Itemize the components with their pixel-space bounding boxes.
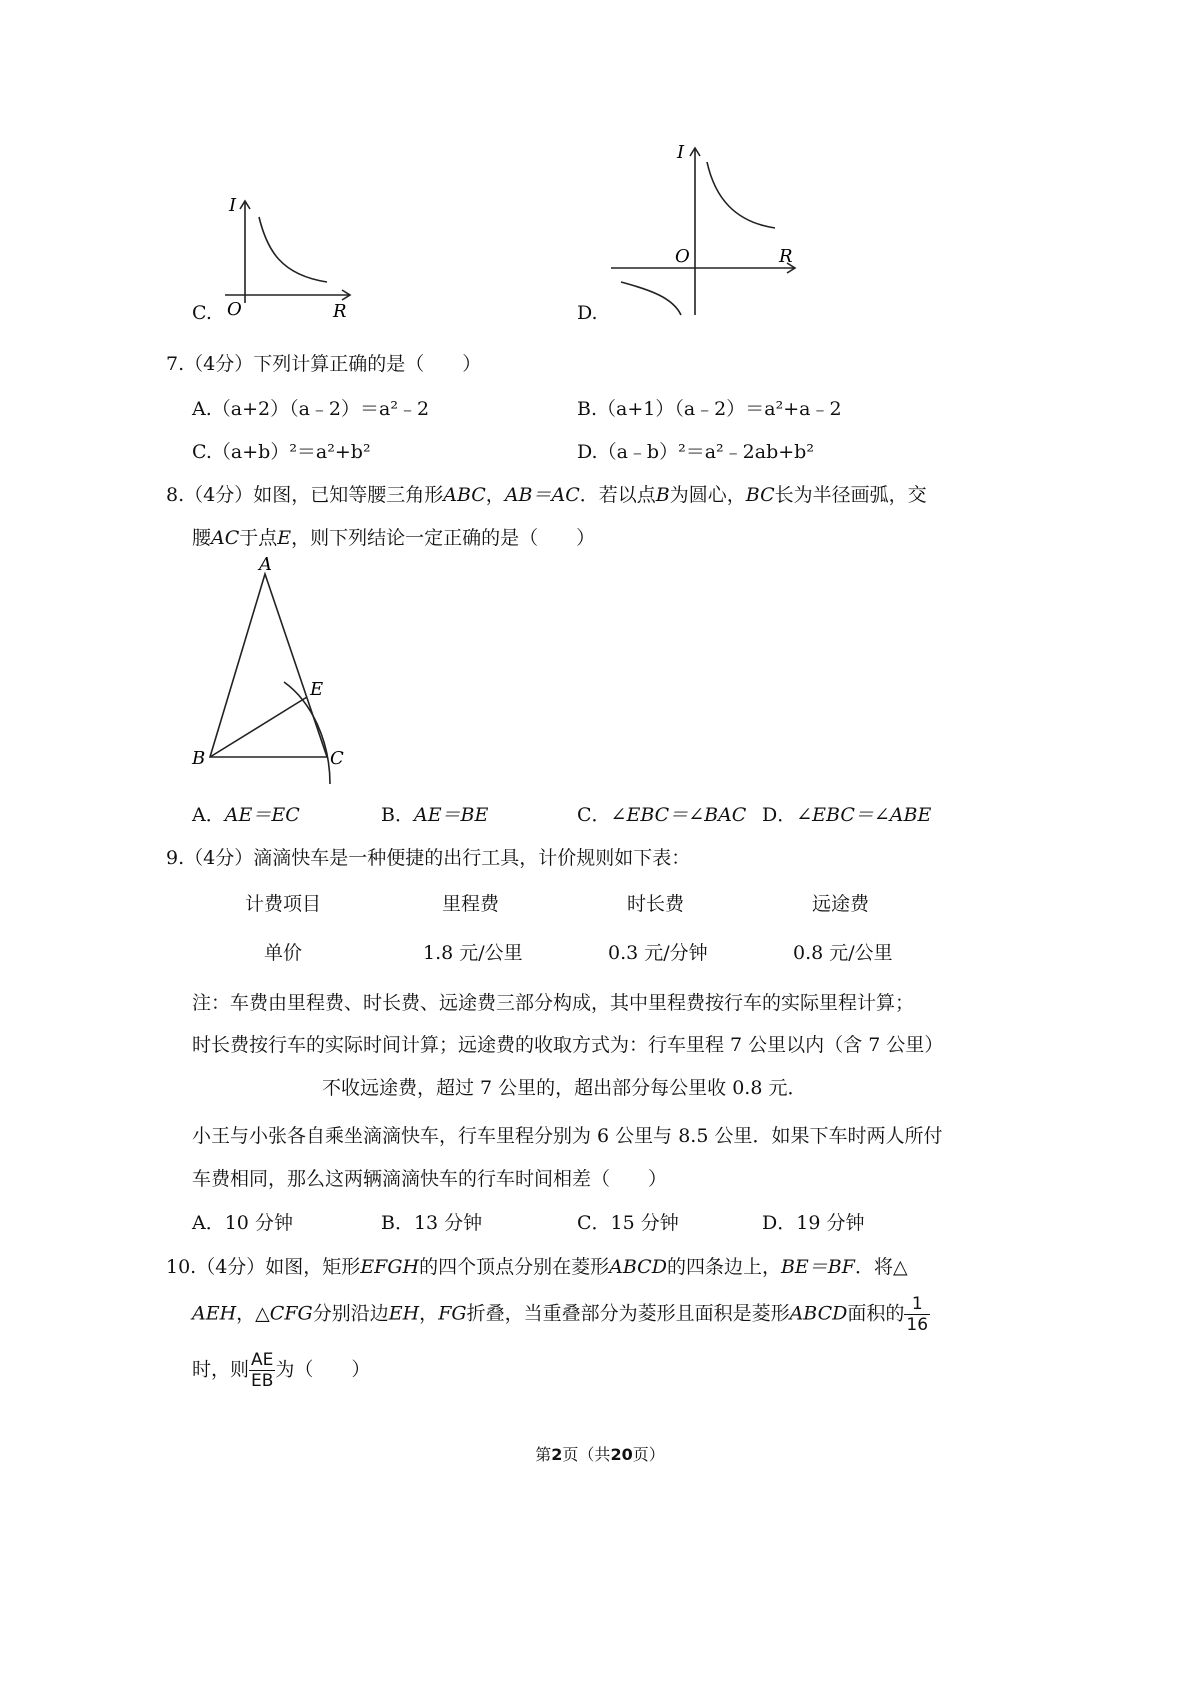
q9-table-cell-1: 单价 bbox=[264, 942, 303, 964]
q7-option-b-label: B. bbox=[577, 398, 598, 420]
fraction-denominator: 16 bbox=[906, 1315, 929, 1335]
q7-option-c-expr: （a+b）²＝a²+b² bbox=[211, 441, 371, 463]
footer-text: 第 bbox=[535, 1445, 552, 1464]
q7-option-a-label: A. bbox=[192, 398, 212, 420]
q8-option-b-text: AE＝BE bbox=[413, 804, 489, 826]
q8-math: AB＝AC bbox=[504, 484, 580, 506]
footer-text: 页） bbox=[632, 1445, 665, 1464]
q9-table-header-1: 计费项目 bbox=[245, 893, 322, 915]
q8-text: 长为半径画弧，交 bbox=[774, 484, 927, 506]
q10-math: BE＝BF bbox=[780, 1256, 855, 1278]
q10-text: ， bbox=[419, 1302, 439, 1325]
q7-option-b bbox=[577, 394, 842, 421]
graph-c-y-label: I bbox=[229, 195, 237, 216]
q10-text: 折叠，当重叠部分为菱形且面积是菱形 bbox=[466, 1302, 790, 1325]
q8-text: ， bbox=[485, 484, 505, 506]
q10-stem-line-3 bbox=[192, 1350, 370, 1391]
fraction-numerator: 1 bbox=[904, 1294, 930, 1315]
q10-text: 时，则 bbox=[192, 1358, 250, 1381]
q8-option-d-text: ∠EBC＝∠ABE bbox=[796, 804, 932, 826]
q8-option-c-label: C． bbox=[577, 804, 611, 826]
q9-option-c: C．15 分钟 bbox=[577, 1212, 679, 1234]
q7-option-d-label: D. bbox=[577, 441, 598, 463]
page-footer bbox=[0, 1442, 1200, 1465]
q7-option-a bbox=[192, 394, 429, 421]
q8-option-d-label: D． bbox=[762, 804, 797, 826]
q7-stem: 7.（4分）下列计算正确的是（ ） bbox=[166, 353, 482, 375]
q8-option-c-text: ∠EBC＝∠BAC bbox=[610, 804, 747, 826]
q8-option-b-label: B． bbox=[381, 804, 414, 826]
q9-stem: 9.（4分）滴滴快车是一种便捷的出行工具，计价规则如下表： bbox=[166, 847, 691, 869]
q8-stem-line-1 bbox=[166, 480, 927, 507]
graph-d-x-label: R bbox=[779, 246, 793, 267]
q8-math: AC bbox=[211, 527, 240, 549]
q9-table-cell-4: 0.8 元/公里 bbox=[793, 942, 893, 964]
graph-c-curve bbox=[259, 217, 327, 282]
q9-table-header-3: 时长费 bbox=[627, 893, 685, 915]
q9-body-line-1: 小王与小张各自乘坐滴滴快车，行车里程分别为 6 公里与 8.5 公里．如果下车时两人所付 bbox=[192, 1125, 943, 1147]
q10-text: ，△ bbox=[236, 1302, 270, 1325]
graph-c-origin-label: O bbox=[227, 299, 242, 320]
q8-text: 腰 bbox=[192, 527, 212, 549]
fraction-denominator: EB bbox=[251, 1371, 274, 1391]
q10-text: 的四条边上， bbox=[666, 1256, 781, 1278]
q8-option-a bbox=[192, 800, 300, 827]
q9-option-b: B．13 分钟 bbox=[381, 1212, 483, 1234]
option-d-label: D. bbox=[577, 302, 598, 324]
q8-math: ABC bbox=[443, 484, 486, 506]
q7-option-d bbox=[577, 437, 814, 464]
q8-math: E bbox=[277, 527, 292, 549]
total-pages: 20 bbox=[610, 1445, 633, 1464]
label-a: A bbox=[259, 554, 272, 575]
q9-option-a: A．10 分钟 bbox=[192, 1212, 293, 1234]
page-number: 2 bbox=[551, 1445, 563, 1464]
q10-math: ABCD bbox=[789, 1302, 848, 1325]
q7-option-b-expr: （a+1）（a﹣2）＝a²+a﹣2 bbox=[597, 398, 842, 420]
q8-option-a-label: A． bbox=[192, 804, 225, 826]
q8-math: BC bbox=[745, 484, 775, 506]
q9-body-line-2: 车费相同，那么这两辆滴滴快车的行车时间相差（ ） bbox=[192, 1168, 668, 1190]
q10-stem-line-2 bbox=[192, 1294, 930, 1335]
q9-table-cell-3: 0.3 元/分钟 bbox=[608, 942, 708, 964]
graph-d bbox=[607, 140, 807, 320]
q10-math: EH bbox=[388, 1302, 420, 1325]
q8-option-d bbox=[762, 800, 931, 827]
q7-option-d-expr: （a﹣b）²＝a²﹣2ab+b² bbox=[597, 441, 814, 463]
q9-note-line-2: 时长费按行车的实际时间计算；远途费的收取方式为：行车里程 7 公里以内（含 7 公里） bbox=[192, 1034, 944, 1056]
q7-option-c-label: C. bbox=[192, 441, 212, 463]
q8-text: ．若以点 bbox=[579, 484, 656, 506]
footer-text: 页（共 bbox=[562, 1445, 611, 1464]
label-b: B bbox=[192, 748, 206, 769]
q9-table-header-2: 里程费 bbox=[442, 893, 500, 915]
q8-triangle-figure bbox=[180, 552, 360, 792]
q8-text: 8.（4分）如图，已知等腰三角形 bbox=[166, 484, 444, 506]
q9-note-line-1: 注：车费由里程费、时长费、远途费三部分构成，其中里程费按行车的实际里程计算； bbox=[192, 992, 915, 1014]
q10-math: AEH bbox=[192, 1302, 237, 1325]
label-e: E bbox=[310, 679, 324, 700]
q8-option-c bbox=[577, 800, 746, 827]
q8-math: B bbox=[655, 484, 670, 506]
q8-option-b bbox=[381, 800, 488, 827]
graph-d-curve-lower bbox=[621, 282, 681, 315]
fraction-ae-over-eb bbox=[249, 1350, 275, 1391]
graph-c-x-label: R bbox=[333, 301, 347, 322]
q9-option-d: D．19 分钟 bbox=[762, 1212, 865, 1234]
option-c-label: C. bbox=[192, 302, 212, 324]
q10-text: 面积的 bbox=[847, 1302, 905, 1325]
q10-stem-line-1 bbox=[166, 1252, 908, 1279]
fraction-numerator: AE bbox=[249, 1350, 275, 1371]
graph-d-y-label: I bbox=[677, 142, 685, 163]
q8-text: 于点 bbox=[239, 527, 278, 549]
q9-note-line-3: 不收远途费，超过 7 公里的，超出部分每公里收 0.8 元． bbox=[322, 1077, 807, 1099]
q10-math: EFGH bbox=[360, 1256, 420, 1278]
fraction-one-sixteenth bbox=[904, 1294, 930, 1335]
q8-option-a-text: AE＝EC bbox=[224, 804, 300, 826]
q10-math: ABCD bbox=[609, 1256, 667, 1278]
graph-c bbox=[215, 195, 365, 325]
q8-stem-line-2 bbox=[192, 523, 595, 550]
q9-table-cell-2: 1.8 元/公里 bbox=[423, 942, 523, 964]
q7-option-c bbox=[192, 437, 371, 464]
q10-text: ．将△ bbox=[854, 1256, 908, 1278]
q10-text: 10.（4分）如图，矩形 bbox=[166, 1256, 361, 1278]
q10-math: CFG bbox=[269, 1302, 313, 1325]
graph-d-origin-label: O bbox=[675, 246, 690, 267]
q10-text: 的四个顶点分别在菱形 bbox=[419, 1256, 610, 1278]
q7-option-a-expr: （a+2）（a﹣2）＝a²﹣2 bbox=[211, 398, 430, 420]
q10-math: FG bbox=[438, 1302, 467, 1325]
label-c: C bbox=[330, 748, 344, 769]
triangle-abc bbox=[210, 574, 327, 757]
q10-text: 为（ ） bbox=[275, 1358, 371, 1381]
q10-text: 分别沿边 bbox=[312, 1302, 389, 1325]
q9-table-header-4: 远途费 bbox=[812, 893, 870, 915]
graph-d-curve-upper bbox=[707, 162, 775, 228]
q8-text: 为圆心， bbox=[669, 484, 746, 506]
q8-text: ，则下列结论一定正确的是（ ） bbox=[291, 527, 596, 549]
